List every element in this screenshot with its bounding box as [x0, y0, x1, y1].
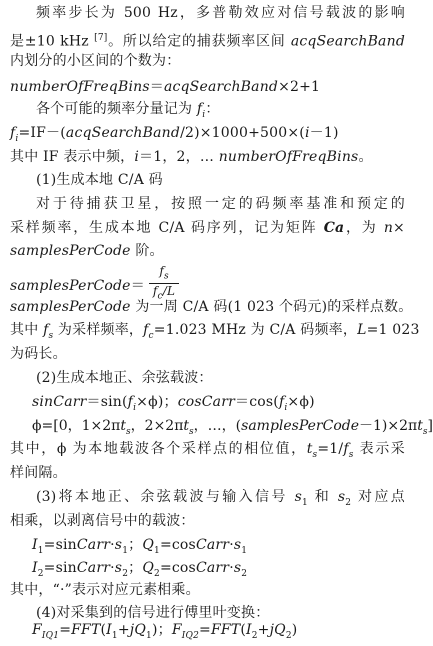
paragraph-line: 频率步长为 500 Hz，多普勒效应对信号载波的影响: [36, 5, 405, 21]
section-heading: (3)将本地正、余弦载波与输入信号 $s_1$ 和 $s_2$ 对应点: [36, 489, 405, 508]
equation: $I_2=sinCarr\cdot s_2$；$Q_2=cosCarr\cdot s_2$: [32, 560, 248, 579]
equation: $f_i=IF-(acqSearchBand/2)\times 1000+500\times(i-1)$: [10, 125, 339, 144]
paragraph-line: 其中，ϕ 为本地载波各个采样点的相位值，$t_s=1/f_s$ 表示采: [10, 441, 405, 460]
section-heading: (4)对采集到的信号进行傅里叶变换：: [36, 605, 270, 621]
paragraph-line: samplesPerCode 阶。: [10, 243, 164, 259]
paragraph-line: 各个可能的频率分量记为 $f_i$：: [36, 101, 220, 120]
equation: $I_1=sinCarr\cdot s_1$；$Q_1=cosCarr\cdot s_1$: [32, 537, 248, 556]
paragraph-line: 其中，“·”表示对应元素相乘。: [10, 582, 200, 598]
paragraph-line: 其中 IF 表示中频，i＝1，2，… numberOfFreqBins。: [10, 149, 373, 165]
paragraph-line: 内划分的小区间的个数为：: [10, 53, 181, 69]
fraction-equation: samplesPerCode＝ $\frac{f_s}{f_c/L}$: [10, 266, 405, 306]
section-heading: (2)生成本地正、余弦载波：: [36, 370, 213, 386]
paragraph-line: 为码长。: [10, 346, 67, 362]
equation: $F_{IQ1}=FFT(I_1+jQ_1)$；$F_{IQ2}=FFT(I_2+jQ_2)$: [32, 622, 298, 641]
equation: numberOfFreqBins＝acqSearchBand×2+1: [10, 79, 321, 95]
paragraph-line: 相乘，以剥离信号中的载波：: [10, 513, 195, 529]
paragraph-line: 是±10 kHz [7]。所以给定的捕获频率区间 acqSearchBand: [10, 33, 405, 50]
paragraph-line: samplesPerCode 为一周 C/A 码(1 023 个码元)的采样点数。: [10, 299, 413, 315]
equation: $sinCarr=\sin(f_i\times\phi)$；$cosCarr=\cos(f_i\times\phi)$: [32, 394, 315, 413]
section-heading: (1)生成本地 C/A 码: [36, 172, 163, 188]
paragraph-line: 采样频率，生成本地 C/A 码序列，记为矩阵 Ca，为 n×: [10, 220, 405, 236]
paragraph-line: 其中 $f_s$ 为采样频率，$f_c=1.023$ MHz 为 C/A 码频率，L=1 023: [10, 322, 420, 341]
equation: ϕ=[0，$1\times 2\pi t_s$，$2\times 2\pi t_s$，…，$(samplesPerCode-1)\times 2\pi t_s$]: [32, 418, 433, 437]
citation: [7]: [94, 33, 108, 43]
paragraph-line: 对于待捕获卫星，按照一定的码频率基准和预定的: [36, 196, 405, 212]
fraction: $\frac{f_s}{f_c/L}$: [149, 264, 179, 304]
paragraph-line: 样间隔。: [10, 465, 67, 481]
